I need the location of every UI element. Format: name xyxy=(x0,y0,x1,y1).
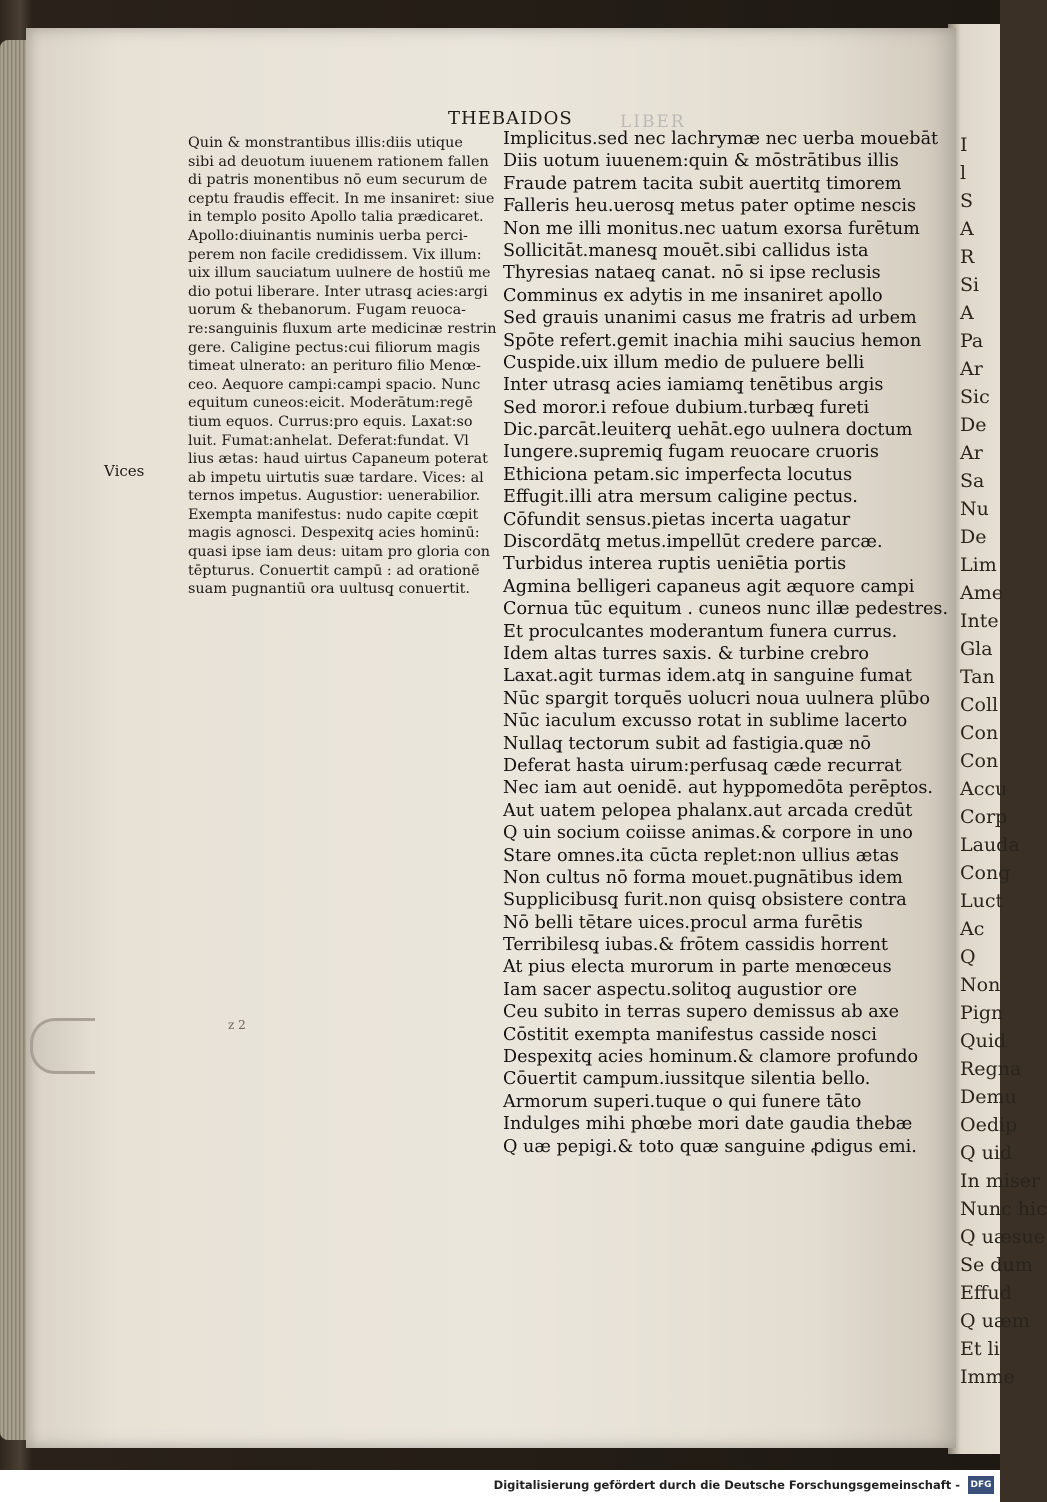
verse-line: Nō belli tētare uices.procul arma furētis xyxy=(503,912,863,933)
facing-page-fragment: Pa xyxy=(960,330,984,352)
verse-line: Ethiciona petam.sic imperfecta locutus xyxy=(503,464,853,485)
facing-page-fragment: Ar xyxy=(960,358,983,380)
page-title: THEBAIDOS xyxy=(448,108,573,129)
verse-line: Nūc iaculum excusso rotat in sublime lacerto xyxy=(503,711,908,732)
facing-page-fragment: Lim xyxy=(960,554,997,576)
facing-page-fragment: Sa xyxy=(960,470,985,492)
facing-page-fragment: Q uæm xyxy=(960,1310,1030,1332)
verse-line: Cornua tūc equitum . cuneos nunc illæ pedestres. xyxy=(503,599,949,620)
verse-line: Falleris heu.uerosq̧ metus pater optime nescis xyxy=(503,196,916,217)
commentary-line: magis agnosci. Despexitq̧ acies hominū: xyxy=(188,525,480,542)
facing-page-fragment: Q uæsue xyxy=(960,1226,1045,1248)
verse-line: Agmina belligeri capaneus agit æquore campi xyxy=(503,576,915,597)
footer-credit: Digitalisierung gefördert durch die Deutsche Forschungsgemeinschaft - xyxy=(493,1478,960,1492)
verse-line: Comminus ex adytis in me insaniret apollo xyxy=(503,285,883,306)
commentary-line: ceptu fraudis effecit. In me insaniret: siue xyxy=(188,190,495,207)
verse-line: Nūc spargit torquēs uolucri noua uulnera plūbo xyxy=(503,688,930,709)
verse-line: Supplicibusq̧ furit.non quisq̧ obsistere contra xyxy=(503,890,907,911)
facing-page-fragment: Inte xyxy=(960,610,999,632)
verse-line: Dic.parcāt.leuiterq̧ uehāt.ego uulnera doctum xyxy=(503,420,913,441)
facing-page-fragment: Effud xyxy=(960,1282,1012,1304)
facing-page-fragment: Coll xyxy=(960,694,999,716)
verse-line: Non me illi monitus.nec uatum exorsa furētum xyxy=(503,218,920,239)
facing-page-fragment: Con xyxy=(960,722,999,744)
facing-page-fragment: Nunc hic xyxy=(960,1198,1047,1220)
commentary-line: perem non facile credidissem. Vix illum: xyxy=(188,246,482,263)
commentary-line: ternos impetus. Augustior: uenerabilior. xyxy=(188,488,481,505)
verse-block xyxy=(503,128,949,1158)
verse-line: Diis uotum iuuenem:quin & mōstrātibus illis xyxy=(503,151,899,172)
verse-line: Thyresias nataeq̧ canat. nō si ipse reclusis xyxy=(503,263,881,284)
facing-page-fragment: Ar xyxy=(960,442,983,464)
commentary-line: tium equos. Currus:pro equis. Laxat:so xyxy=(188,413,473,430)
verse-line: Laxat.agit turmas idem.atq̧ in sanguine fumat xyxy=(503,666,912,687)
verse-line: Cōuertit campum.iussitque silentia bello. xyxy=(503,1069,871,1090)
facing-page-fragment: Nu xyxy=(960,498,989,520)
facing-page-fragment: Et li xyxy=(960,1338,1000,1360)
verse-line: Terribilesq̧ iubas.& frōtem cassidis horrent xyxy=(503,935,888,956)
verse-line: Effugit.illi atra mersum caligine pectus. xyxy=(503,487,858,508)
facing-page-fragment: R xyxy=(960,246,975,268)
verse-line: Et proculcantes moderantum funera currus. xyxy=(503,621,898,642)
commentary-line: dio potui liberare. Inter utrasq̧ acies:argi xyxy=(188,283,488,300)
facing-page-fragment: Luct xyxy=(960,890,1004,912)
facing-page-fragment: Oedip xyxy=(960,1114,1018,1136)
verse-line: Indulges mihi phœbe mori date gaudia thebæ xyxy=(503,1114,913,1135)
facing-page-fragment: Imme xyxy=(960,1366,1015,1388)
verse-line: Q uæ pepigi.& toto quæ sanguine ꝓdigus emi. xyxy=(503,1136,917,1157)
verse-line: Inter utrasq̧ acies iamiamq̧ tenētibus argis xyxy=(503,375,884,396)
facing-page-fragment: Demu xyxy=(960,1086,1017,1108)
facing-page-fragment: Ame xyxy=(960,582,1003,604)
facing-page-fragment: Con xyxy=(960,750,999,772)
verse-line: Sed moror.i refoue dubium.turbæq̧ fureti xyxy=(503,397,870,418)
commentary-line: Apollo:diuinantis numinis uerba perci- xyxy=(188,227,468,244)
facing-page-fragment: Tan xyxy=(960,666,995,688)
commentary-line: di patris monentibus nō eum securum de xyxy=(188,172,488,189)
verse-line: Sollicitāt.manesq̧ mouēt.sibi callidus ista xyxy=(503,240,869,261)
commentary-line: lius ætas: haud uirtus Capaneum poterat xyxy=(188,451,488,468)
commentary-line: Quin & monstrantibus illis:diis utique xyxy=(188,135,463,151)
commentary-line: Exempta manifestus: nudo capite cœpit xyxy=(188,506,479,523)
verse-line: Cuspide.uix illum medio de puluere belli xyxy=(503,352,865,373)
verse-line: Non cultus nō forma mouet.pugnātibus idem xyxy=(503,867,903,888)
verse-line: Turbidus interea ruptis ueniētia portis xyxy=(503,554,847,575)
verse-line: Cōfundit sensus.pietas incerta uagatur xyxy=(503,509,851,530)
facing-page-fragment: Non xyxy=(960,974,1001,996)
verse-line: Spōte refert.gemit inachia mihi saucius hemon xyxy=(503,330,922,351)
commentary-line: timeat ulnerato: an perituro filio Menœ- xyxy=(188,358,481,375)
facing-page-fragment: Pign xyxy=(960,1002,1004,1024)
verse-line: Aut uatem pelopea phalanx.aut arcada credūt xyxy=(503,800,913,821)
verse-line: Despexitq̧ acies hominum.& clamore profundo xyxy=(503,1047,919,1068)
commentary-line: ceo. Aequore campi:campi spacio. Nunc xyxy=(188,376,481,393)
commentary-line: in templo posito Apollo talia prædicaret. xyxy=(188,209,484,226)
verse-line: Deferat hasta uirum:perfusaq̧ cæde recurrat xyxy=(503,755,902,776)
verse-line: Ceu subito in terras supero demissus ab axe xyxy=(503,1002,900,1023)
verse-line: Iam sacer aspectu.solitoq̧ augustior ore xyxy=(503,979,858,1000)
facing-page-fragment: Ac xyxy=(960,918,985,940)
facing-page-fragment: Regna xyxy=(960,1058,1022,1080)
bleed-through-title: LIBER xyxy=(620,112,686,132)
commentary-line: sibi ad deuotum iuuenem rationem fallen xyxy=(188,153,489,170)
facing-page-fragment: Sic xyxy=(960,386,990,408)
verse-line: Nullaq̧ tectorum subit ad fastigia.quæ nō xyxy=(503,733,871,754)
facing-page-fragment: Quid xyxy=(960,1030,1007,1052)
facing-page-fragment: Q uid xyxy=(960,1142,1013,1164)
commentary-line: uorum & thebanorum. Fugam reuoca- xyxy=(188,302,467,319)
signature-mark: z 2 xyxy=(228,1018,246,1032)
verse-line: Sed grauis unanimi casus me fratris ad urbem xyxy=(503,308,917,329)
verse-line: Discordātq̧ metus.impellūt credere parcæ. xyxy=(503,532,883,553)
verse-line: Idem altas turres saxis. & turbine crebro xyxy=(503,643,869,664)
commentary-line: tēpturus. Conuertit campū : ad orationē xyxy=(188,562,480,579)
verse-line: Armorum superi.tuque o qui funere tāto xyxy=(503,1091,862,1112)
facing-page-fragment: De xyxy=(960,414,987,436)
verse-line: At pius electa murorum in parte menœceus xyxy=(503,957,892,978)
verse-line: Fraude patrem tacita subit auertitq̧ timorem xyxy=(503,173,902,194)
commentary-line: quasi ipse iam deus: uitam pro gloria con xyxy=(188,544,491,561)
commentary-line: uix illum sauciatum uulnere de hostiū me xyxy=(188,265,491,282)
dfg-logo: DFG xyxy=(968,1476,994,1494)
facing-page-fragment: In miser xyxy=(960,1170,1040,1192)
facing-page-fragment: S xyxy=(960,190,974,212)
commentary-line: re:sanguinis fluxum arte medicinæ restrin xyxy=(188,320,497,337)
binding-ring xyxy=(30,1018,95,1074)
commentary-line: suam pugnantiū ora uultusq̧ conuertit. xyxy=(188,581,470,598)
facing-page-fragment: Gla xyxy=(960,638,993,660)
verse-line: Nec iam aut oenidē. aut hyppomedōta perēptos. xyxy=(503,778,933,799)
facing-page-fragment: Si xyxy=(960,274,980,296)
verse-line: Iungere.supremiq̧ fugam reuocare cruoris xyxy=(503,442,879,463)
facing-page-fragment: Corp xyxy=(960,806,1008,828)
facing-page-fragment: I xyxy=(960,134,968,156)
verse-line: Implicitus.sed nec lachrymæ nec uerba mouebāt xyxy=(503,129,939,149)
footer-bar xyxy=(0,1470,1000,1502)
verse-line: Q uin socium coiisse animas.& corpore in uno xyxy=(503,823,913,844)
facing-page-fragment: Se dum xyxy=(960,1254,1033,1276)
margin-note: Vices xyxy=(104,462,145,480)
facing-page-fragment: Q xyxy=(960,946,976,968)
facing-page-fragment: Cong xyxy=(960,862,1011,884)
commentary-line: gere. Caligine pectus:cui filiorum magis xyxy=(188,339,481,356)
commentary-block xyxy=(188,134,497,599)
commentary-line: equitum cuneos:eicit. Moderātum:regē xyxy=(188,395,473,412)
facing-page-fragment: De xyxy=(960,526,987,548)
commentary-line: ab impetu uirtutis suæ tardare. Vices: al xyxy=(188,469,484,486)
facing-page-fragment: l xyxy=(960,162,967,184)
facing-page-fragment: Lauda xyxy=(960,834,1020,856)
verse-line: Stare omnes.ita cūcta replet:non ullius ætas xyxy=(503,845,899,866)
verse-line: Cōstitit exempta manifestus casside nosci xyxy=(503,1024,877,1045)
facing-page-fragment: A xyxy=(960,302,974,324)
facing-page-fragment: Accu xyxy=(960,778,1008,800)
page-stack-edge xyxy=(0,40,28,1440)
commentary-line: luit. Fumat:anhelat. Deferat:fundat. Vl xyxy=(188,432,469,449)
facing-page-fragment: A xyxy=(960,218,974,240)
